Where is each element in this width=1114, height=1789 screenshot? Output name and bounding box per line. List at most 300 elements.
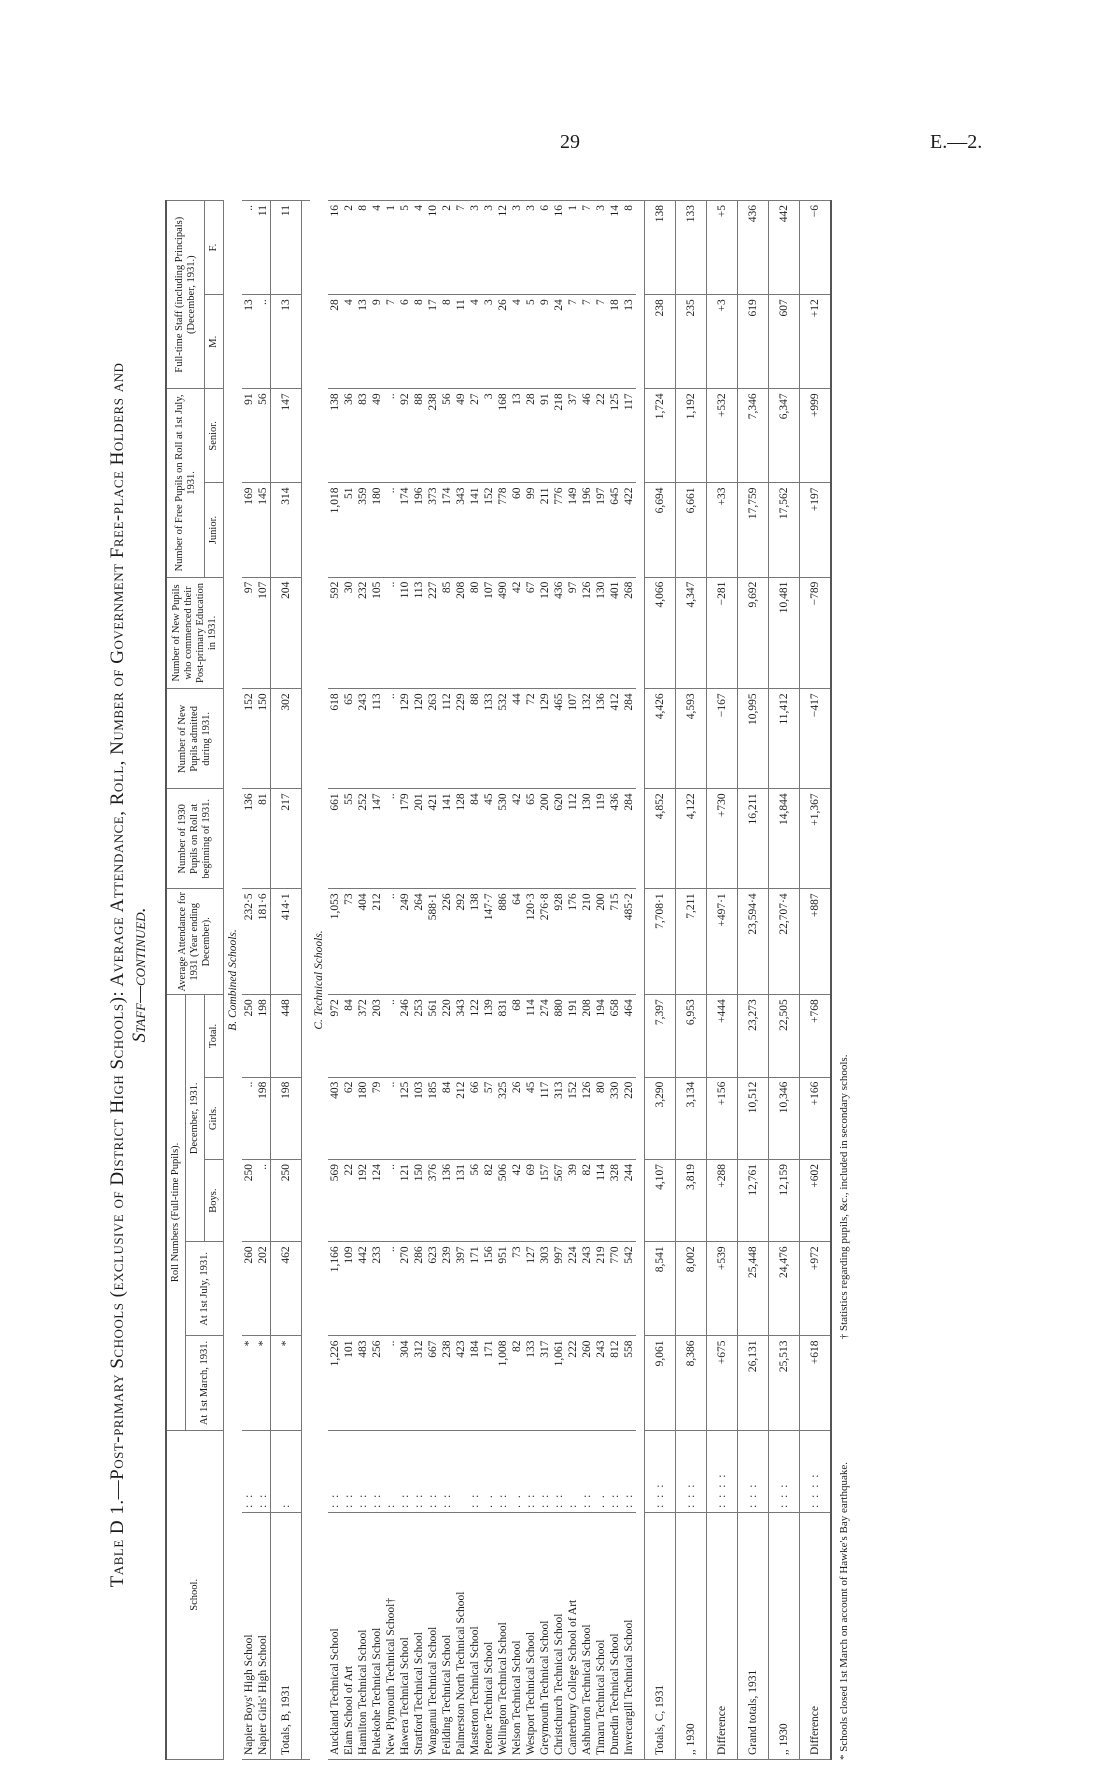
cell-comm: −789 [800,577,832,689]
cell-school: Totals, B, 1931 [271,1512,302,1759]
cell-m: 13 [271,295,302,389]
cell-m: +3 [707,295,738,389]
cell-july: 156 [482,1242,496,1336]
cell-total: 250 [242,995,256,1077]
cell-july: 1,166 [328,1242,342,1336]
cell-jun: 6,661 [676,483,707,577]
cell-july: 8,002 [676,1242,707,1336]
cell-boys: +288 [707,1159,738,1241]
cell-jun: 174 [440,483,454,577]
cell-school: Invercargill Technical School [622,1512,636,1759]
cell-march: 101 [342,1336,356,1430]
cell-march: 1,226 [328,1336,342,1430]
cell-july: 109 [342,1242,356,1336]
cell-comm: 490 [496,577,510,689]
cell-p1930: 141 [440,789,454,889]
section-label: C. Technical Schools. [313,930,325,1030]
cell-total: 122 [468,995,482,1077]
cell-boys: 250 [271,1159,302,1241]
cell-july: 233 [370,1242,384,1336]
cell-p1930: 119 [594,789,608,889]
cell-jun: 145 [256,483,271,577]
cell-march: 82 [510,1336,524,1430]
cell-total: 23,273 [738,995,769,1077]
cell-july: +539 [707,1242,738,1336]
cell-school: Pukekohe Technical School [370,1512,384,1759]
cell-girls: 330 [608,1077,622,1159]
cell-boys: 42 [510,1159,524,1241]
cell-jun: 196 [412,483,426,577]
cell-p1930: 42 [510,789,524,889]
cell-jun: 17,759 [738,483,769,577]
cell-march: * [271,1336,302,1430]
table-row [566,201,580,1760]
cell-newp: 150 [256,689,271,789]
cell-march: 8,386 [676,1336,707,1430]
cell-july: 462 [271,1242,302,1336]
cell-march: .. [384,1336,398,1430]
cell-comm: 80 [468,577,482,689]
cell-comm: 107 [256,577,271,689]
cell-march: * [242,1336,256,1430]
cell-f: 436 [738,201,769,295]
cell-total: 191 [566,995,580,1077]
cell-comm: 120 [538,577,552,689]
cell-p1930: 128 [454,789,468,889]
cell-newp: 136 [594,689,608,789]
cell-f: 2 [440,201,454,295]
cell-girls: 66 [468,1077,482,1159]
cell-total: 343 [454,995,468,1077]
cell-boys: 131 [454,1159,468,1241]
cell-p1930: 112 [566,789,580,889]
cell-m: 6 [398,295,412,389]
cell-sen: 49 [454,389,468,483]
cell-p1930: 55 [342,789,356,889]
cell-school: Napier Boys' High School [242,1512,256,1759]
cell-attend: .. [384,889,398,995]
cell-march: 483 [356,1336,370,1430]
cell-jun: 51 [342,483,356,577]
table-row [356,201,370,1760]
cell-f: +5 [707,201,738,295]
cell-dots: : : : : [800,1430,832,1512]
spacer-cell [636,201,645,1760]
cell-march: 9,061 [645,1336,676,1430]
cell-march: 171 [482,1336,496,1430]
cell-sen: 92 [398,389,412,483]
cell-attend: +887 [800,889,832,995]
table-row [328,201,342,1760]
cell-july: 286 [412,1242,426,1336]
cell-jun: 776 [552,483,566,577]
cell-total: 448 [271,995,302,1077]
cell-march: 26,131 [738,1336,769,1430]
cell-march: 304 [398,1336,412,1430]
cell-total: +768 [800,995,832,1077]
totals-row [676,201,707,1760]
cell-f: 8 [622,201,636,295]
cell-newp: 412 [608,689,622,789]
cell-newp: −417 [800,689,832,789]
cell-dots: : : [398,1430,412,1512]
cell-newp: 120 [412,689,426,789]
cell-p1930: 81 [256,789,271,889]
cell-school: Difference [707,1512,738,1759]
cell-total: 972 [328,995,342,1077]
cell-sen: 3 [482,389,496,483]
cell-sen: 22 [594,389,608,483]
header-school: School. [166,1430,224,1759]
cell-p1930: 179 [398,789,412,889]
cell-newp: 112 [440,689,454,789]
cell-f: 16 [552,201,566,295]
cell-dots: : : [412,1430,426,1512]
cell-p1930: 421 [426,789,440,889]
cell-comm: 208 [454,577,468,689]
cell-jun: 778 [496,483,510,577]
cell-july: 239 [440,1242,454,1336]
cell-comm: 30 [342,577,356,689]
cell-july: 260 [242,1242,256,1336]
cell-total: 6,953 [676,995,707,1077]
cell-dots: . . [510,1430,524,1512]
cell-newp: 229 [454,689,468,789]
cell-newp: 129 [398,689,412,789]
cell-school: Canterbury College School of Art [566,1512,580,1759]
cell-sen: 28 [524,389,538,483]
cell-dots: : [271,1430,302,1512]
cell-m: 17 [426,295,440,389]
cell-sen: 13 [510,389,524,483]
cell-school: Wanganui Technical School [426,1512,440,1759]
cell-jun: 174 [398,483,412,577]
cell-m: +12 [800,295,832,389]
cell-comm: 130 [594,577,608,689]
cell-comm: 592 [328,577,342,689]
cell-july: 243 [580,1242,594,1336]
cell-attend: 485·2 [622,889,636,995]
cell-total: 274 [538,995,552,1077]
cell-school: Greymouth Technical School [538,1512,552,1759]
cell-total: .. [384,995,398,1077]
header-free-pupils: Number of Free Pupils on Roll at 1st July, 1931. [166,389,205,577]
cell-girls: 185 [426,1077,440,1159]
statistics-table [165,200,832,1760]
cell-boys: 136 [440,1159,454,1241]
cell-m: 7 [566,295,580,389]
cell-sen: 238 [426,389,440,483]
cell-jun: 196 [580,483,594,577]
cell-total: 84 [342,995,356,1077]
cell-total: 114 [524,995,538,1077]
cell-jun: 359 [356,483,370,577]
cell-comm: 268 [622,577,636,689]
cell-attend: 226 [440,889,454,995]
cell-sen: 46 [580,389,594,483]
cell-newp: 10,995 [738,689,769,789]
cell-july: 442 [356,1242,370,1336]
cell-school: Auckland Technical School [328,1512,342,1759]
cell-girls: 62 [342,1077,356,1159]
cell-sen: 7,346 [738,389,769,483]
cell-newp: .. [384,689,398,789]
cell-m: 7 [384,295,398,389]
cell-school: Difference [800,1512,832,1759]
table-row [342,201,356,1760]
header-junior: Junior. [205,483,224,577]
cell-p1930: 284 [622,789,636,889]
cell-m: 9 [538,295,552,389]
cell-july: 219 [594,1242,608,1336]
cell-comm: 85 [440,577,454,689]
footnotes [838,190,850,1760]
cell-boys: 150 [412,1159,426,1241]
cell-girls: 10,512 [738,1077,769,1159]
cell-p1930: 201 [412,789,426,889]
cell-july: .. [384,1242,398,1336]
footnote-earthquake: * Schools closed 1st March on account of Hawke's Bay earthquake. [838,1462,850,1760]
cell-march: 667 [426,1336,440,1430]
cell-attend: 181·6 [256,889,271,995]
cell-dots: : : [538,1430,552,1512]
header-1930-pupils: Number of 1930 Pupils on Roll at beginning of 1931. [166,789,224,889]
cell-f: 7 [580,201,594,295]
cell-newp: 65 [342,689,356,789]
cell-attend: 1,053 [328,889,342,995]
table-row [468,201,482,1760]
cell-boys: 56 [468,1159,482,1241]
cell-m: 235 [676,295,707,389]
cell-sen: 88 [412,389,426,483]
cell-newp: 44 [510,689,524,789]
cell-total: 880 [552,995,566,1077]
cell-girls: 103 [412,1077,426,1159]
cell-total: 561 [426,995,440,1077]
cell-july: 127 [524,1242,538,1336]
cell-m: 4 [510,295,524,389]
cell-girls: 45 [524,1077,538,1159]
section-heading [224,201,243,1760]
cell-f: 10 [426,201,440,295]
cell-attend: 64 [510,889,524,995]
cell-girls: 313 [552,1077,566,1159]
table-row [482,201,496,1760]
cell-sen: 83 [356,389,370,483]
header-july: At 1st July, 1931. [186,1242,224,1336]
cell-attend: 249 [398,889,412,995]
page-reference: E.—2. [930,131,983,153]
cell-boys: 12,761 [738,1159,769,1241]
cell-boys: 567 [552,1159,566,1241]
cell-p1930: 147 [370,789,384,889]
cell-m: 7 [580,295,594,389]
cell-july: 623 [426,1242,440,1336]
cell-girls: 180 [356,1077,370,1159]
table-row [524,201,538,1760]
cell-p1930: 130 [580,789,594,889]
cell-boys: 121 [398,1159,412,1241]
cell-comm: 105 [370,577,384,689]
cell-march: * [256,1336,271,1430]
cell-newp: 129 [538,689,552,789]
cell-newp: 263 [426,689,440,789]
cell-comm: 110 [398,577,412,689]
section-label: B. Combined Schools. [227,929,239,1031]
cell-newp: 133 [482,689,496,789]
cell-f: 7 [454,201,468,295]
cell-school: ,, 1930 [769,1512,800,1759]
cell-school: Masterton Technical School [468,1512,482,1759]
cell-p1930: 200 [538,789,552,889]
cell-f: 3 [468,201,482,295]
cell-newp: 465 [552,689,566,789]
cell-m: 607 [769,295,800,389]
cell-boys: 82 [482,1159,496,1241]
cell-july: 997 [552,1242,566,1336]
cell-jun: 6,694 [645,483,676,577]
totals-row [707,201,738,1760]
cell-p1930: +1,367 [800,789,832,889]
cell-sen: 168 [496,389,510,483]
cell-comm: 232 [356,577,370,689]
table-row [608,201,622,1760]
header-full-time-staff: Full-time Staff (including Principals) (December, 1931.) [166,201,205,389]
cell-dots: : [384,1430,398,1512]
cell-march: 256 [370,1336,384,1430]
cell-march: +618 [800,1336,832,1430]
cell-m: 8 [412,295,426,389]
cell-newp: 132 [580,689,594,789]
cell-total: 208 [580,995,594,1077]
cell-dots: : : [608,1430,622,1512]
cell-school: Hamilton Technical School [356,1512,370,1759]
cell-m: 13 [622,295,636,389]
cell-sen: 56 [440,389,454,483]
cell-boys: 3,819 [676,1159,707,1241]
table-row [412,201,426,1760]
cell-july: 303 [538,1242,552,1336]
cell-july: 397 [454,1242,468,1336]
cell-march: 1,061 [552,1336,566,1430]
spacer-row [302,201,311,1760]
cell-m: 8 [440,295,454,389]
cell-boys: 114 [594,1159,608,1241]
cell-boys: 124 [370,1159,384,1241]
cell-attend: 928 [552,889,566,995]
cell-july: 171 [468,1242,482,1336]
cell-attend: 22,707·4 [769,889,800,995]
cell-boys: 328 [608,1159,622,1241]
cell-girls: 117 [538,1077,552,1159]
cell-sen: 91 [538,389,552,483]
cell-girls: +166 [800,1077,832,1159]
cell-m: 13 [356,295,370,389]
footnote-statistics: † Statistics regarding pupils, &c., included in secondary schools. [838,1054,850,1340]
cell-dots: : : [468,1430,482,1512]
cell-f: 3 [524,201,538,295]
cell-boys: 157 [538,1159,552,1241]
cell-sen: 27 [468,389,482,483]
cell-newp: 532 [496,689,510,789]
cell-attend: 138 [468,889,482,995]
cell-comm: 97 [566,577,580,689]
cell-f: 3 [510,201,524,295]
cell-school: Westport Technical School [524,1512,538,1759]
cell-jun: .. [384,483,398,577]
table-row [510,201,524,1760]
cell-dots: . . [482,1430,496,1512]
cell-attend: 588·1 [426,889,440,995]
cell-f: 11 [256,201,271,295]
table-row [496,201,510,1760]
cell-july: 770 [608,1242,622,1336]
cell-f: 442 [769,201,800,295]
spacer-row [636,201,645,1760]
header-female: F. [205,201,224,295]
cell-boys: .. [384,1159,398,1241]
cell-boys: 250 [242,1159,256,1241]
cell-dots: : : : [769,1430,800,1512]
cell-boys: 4,107 [645,1159,676,1241]
cell-attend: 414·1 [271,889,302,995]
header-new-pupils: Number of New Pupils admitted during 1931. [166,689,224,789]
cell-girls: 220 [622,1077,636,1159]
cell-girls: .. [384,1077,398,1159]
cell-sen: 1,192 [676,389,707,483]
cell-dots: : : [342,1430,356,1512]
cell-boys: 506 [496,1159,510,1241]
cell-sen: 56 [256,389,271,483]
cell-school: Petone Technical School [482,1512,496,1759]
cell-jun: 197 [594,483,608,577]
cell-boys: 22 [342,1159,356,1241]
cell-jun: 373 [426,483,440,577]
cell-school: Christchurch Technical School [552,1512,566,1759]
table-row [398,201,412,1760]
cell-sen: +999 [800,389,832,483]
table-row [454,201,468,1760]
cell-dots: : : [242,1430,256,1512]
cell-dots: : : : : [707,1430,738,1512]
cell-f: 12 [496,201,510,295]
totals-row [738,201,769,1760]
cell-f: 16 [328,201,342,295]
cell-m: 24 [552,295,566,389]
table-subtitle: Staff—continued. [129,907,150,1043]
cell-f: −6 [800,201,832,295]
cell-school: Palmerston North Technical School [454,1512,468,1759]
table-row [426,201,440,1760]
cell-m: 5 [524,295,538,389]
cell-dots: : : [356,1430,370,1512]
cell-school: Totals, C, 1931 [645,1512,676,1759]
table-row [594,201,608,1760]
cell-m: 18 [608,295,622,389]
cell-july: 224 [566,1242,580,1336]
cell-jun: 1,018 [328,483,342,577]
cell-p1930: 65 [524,789,538,889]
cell-dots: : : [328,1430,342,1512]
cell-f: 4 [370,201,384,295]
cell-girls: 3,134 [676,1077,707,1159]
cell-f: 1 [566,201,580,295]
cell-f: 3 [594,201,608,295]
cell-p1930: 252 [356,789,370,889]
cell-total: 198 [256,995,271,1077]
cell-total: 139 [482,995,496,1077]
cell-attend: 7,211 [676,889,707,995]
